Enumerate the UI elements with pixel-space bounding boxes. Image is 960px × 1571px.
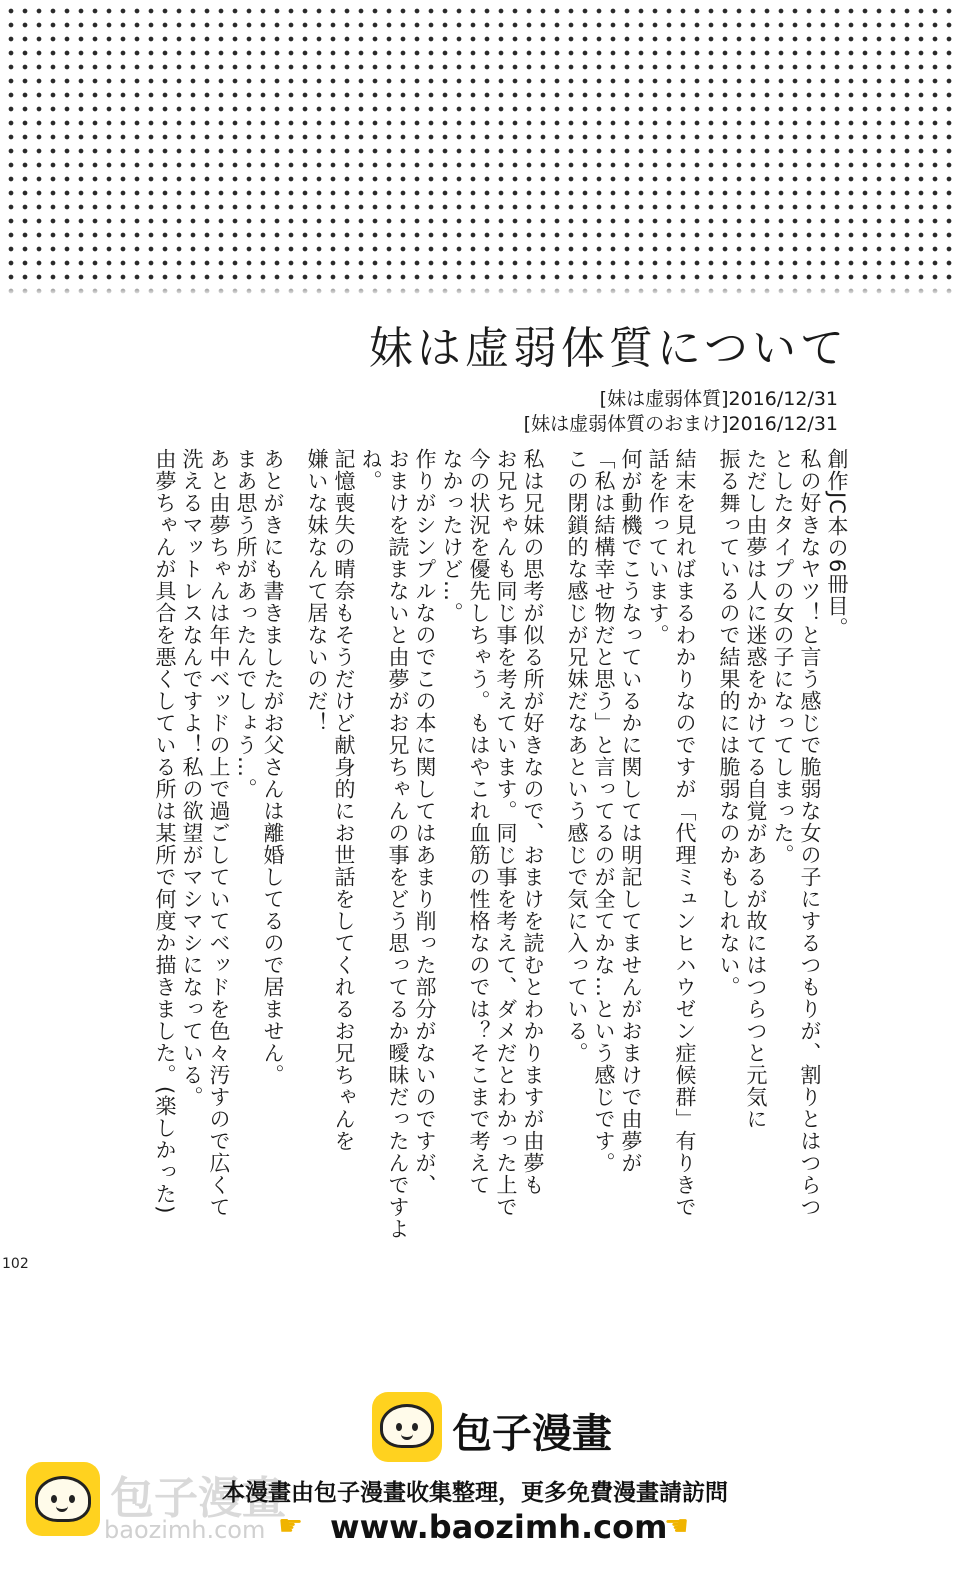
text-column: 振る舞っているので結果的には脆弱なのかもしれない。: [717, 448, 741, 998]
paragraph-gap: [546, 448, 563, 1268]
pointing-right-hand-icon: ☛: [278, 1509, 304, 1542]
paragraph-gap: [698, 448, 715, 1268]
text-column: 話を作っています。: [646, 448, 670, 646]
site-notice: 本漫畫由包子漫畫收集整理，更多免費漫畫請訪問: [222, 1480, 728, 1506]
text-column: なかったけど…。: [440, 448, 464, 624]
text-column: としたタイプの女の子になってしまった。: [771, 448, 795, 866]
text-column: 私は兄妹の思考が似る所が好きなので、おまけを読むとわかりますが由夢も: [521, 448, 545, 1196]
watermark-domain: baozimh.com: [104, 1516, 266, 1544]
source-line-1: [妹は虚弱体質]2016/12/31: [599, 388, 838, 410]
vertical-body-text: [150, 448, 850, 1268]
bun-face-icon: [380, 1404, 434, 1448]
text-column: 何が動機でこうなっているかに関しては明記してませんがおまけで由夢が: [619, 448, 643, 1174]
watermark-logo-icon: [26, 1462, 100, 1536]
text-column: 「私は結構幸せ物だと思う」と言ってるのが全てかな…という感じです。: [592, 448, 616, 1174]
text-column: ただし由夢は人に迷惑をかけてる自覚があるが故にはつらつと元気に: [744, 448, 768, 1130]
source-line-2: [妹は虚弱体質のおまけ]2016/12/31: [523, 413, 838, 435]
baozi-logo-icon[interactable]: [372, 1392, 442, 1462]
page-number: 102: [2, 1256, 29, 1272]
text-column: 由夢ちゃんが具合を悪くしている所は某所で何度か描きました。(楽しかった): [153, 448, 177, 1215]
text-column: 今の状況を優先しちゃう。もはやこれ血筋の性格なのでは？そこまで考えて: [467, 448, 491, 1196]
text-column: 洗えるマットレスなんですよ！私の欲望がマシマシになっている。: [180, 448, 204, 1108]
text-column: この閉鎖的な感じが兄妹だなあという感じで気に入っている。: [565, 448, 589, 1064]
halftone-dot-header: [0, 0, 960, 296]
page-title: 妹は虚弱体質について: [368, 323, 848, 374]
bun-face-icon: [35, 1476, 91, 1522]
header-fade: [0, 280, 960, 296]
text-column: 作りがシンプルなのでこの本に関してはあまり削った部分がないのですが、: [413, 448, 437, 1196]
watermark-brand: 包子漫畫: [110, 1473, 286, 1524]
text-column: あとがきにも書きましたがお父さんは離婚してるので居ません。: [261, 448, 285, 1086]
brand-name[interactable]: 包子漫畫: [452, 1411, 612, 1457]
site-url-link[interactable]: www.baozimh.com: [330, 1508, 668, 1546]
text-column: まあ思う所があったんでしょう…。: [234, 448, 258, 800]
text-column: あと由夢ちゃんは年中ベッドの上で過ごしていてベッドを色々汚すので広くて: [207, 448, 231, 1218]
text-column: 嫌いな妹なんて居ないのだ！: [305, 448, 329, 734]
text-column: 結末を見ればまるわかりなのですが「代理ミュンヒハウゼン症候群」有りきで: [673, 448, 697, 1218]
pointing-left-hand-icon: ☚: [664, 1509, 690, 1542]
text-column: 創作JC本の6冊目。: [825, 448, 849, 640]
text-column: 私の好きなヤツ！と言う感じで脆弱な女の子にするつもりが、割りとはつらつ: [798, 448, 822, 1218]
text-column: おまけを読まないと由夢がお兄ちゃんの事をどう思ってるか曖昧だったんですよね。: [359, 448, 410, 1240]
text-column: お兄ちゃんも同じ事を考えています。同じ事を考えて、ダメだとわかった上で: [494, 448, 518, 1218]
text-column: 記憶喪失の晴奈もそうだけど献身的にお世話をしてくれるお兄ちゃんを: [332, 448, 356, 1152]
paragraph-gap: [286, 448, 303, 1268]
